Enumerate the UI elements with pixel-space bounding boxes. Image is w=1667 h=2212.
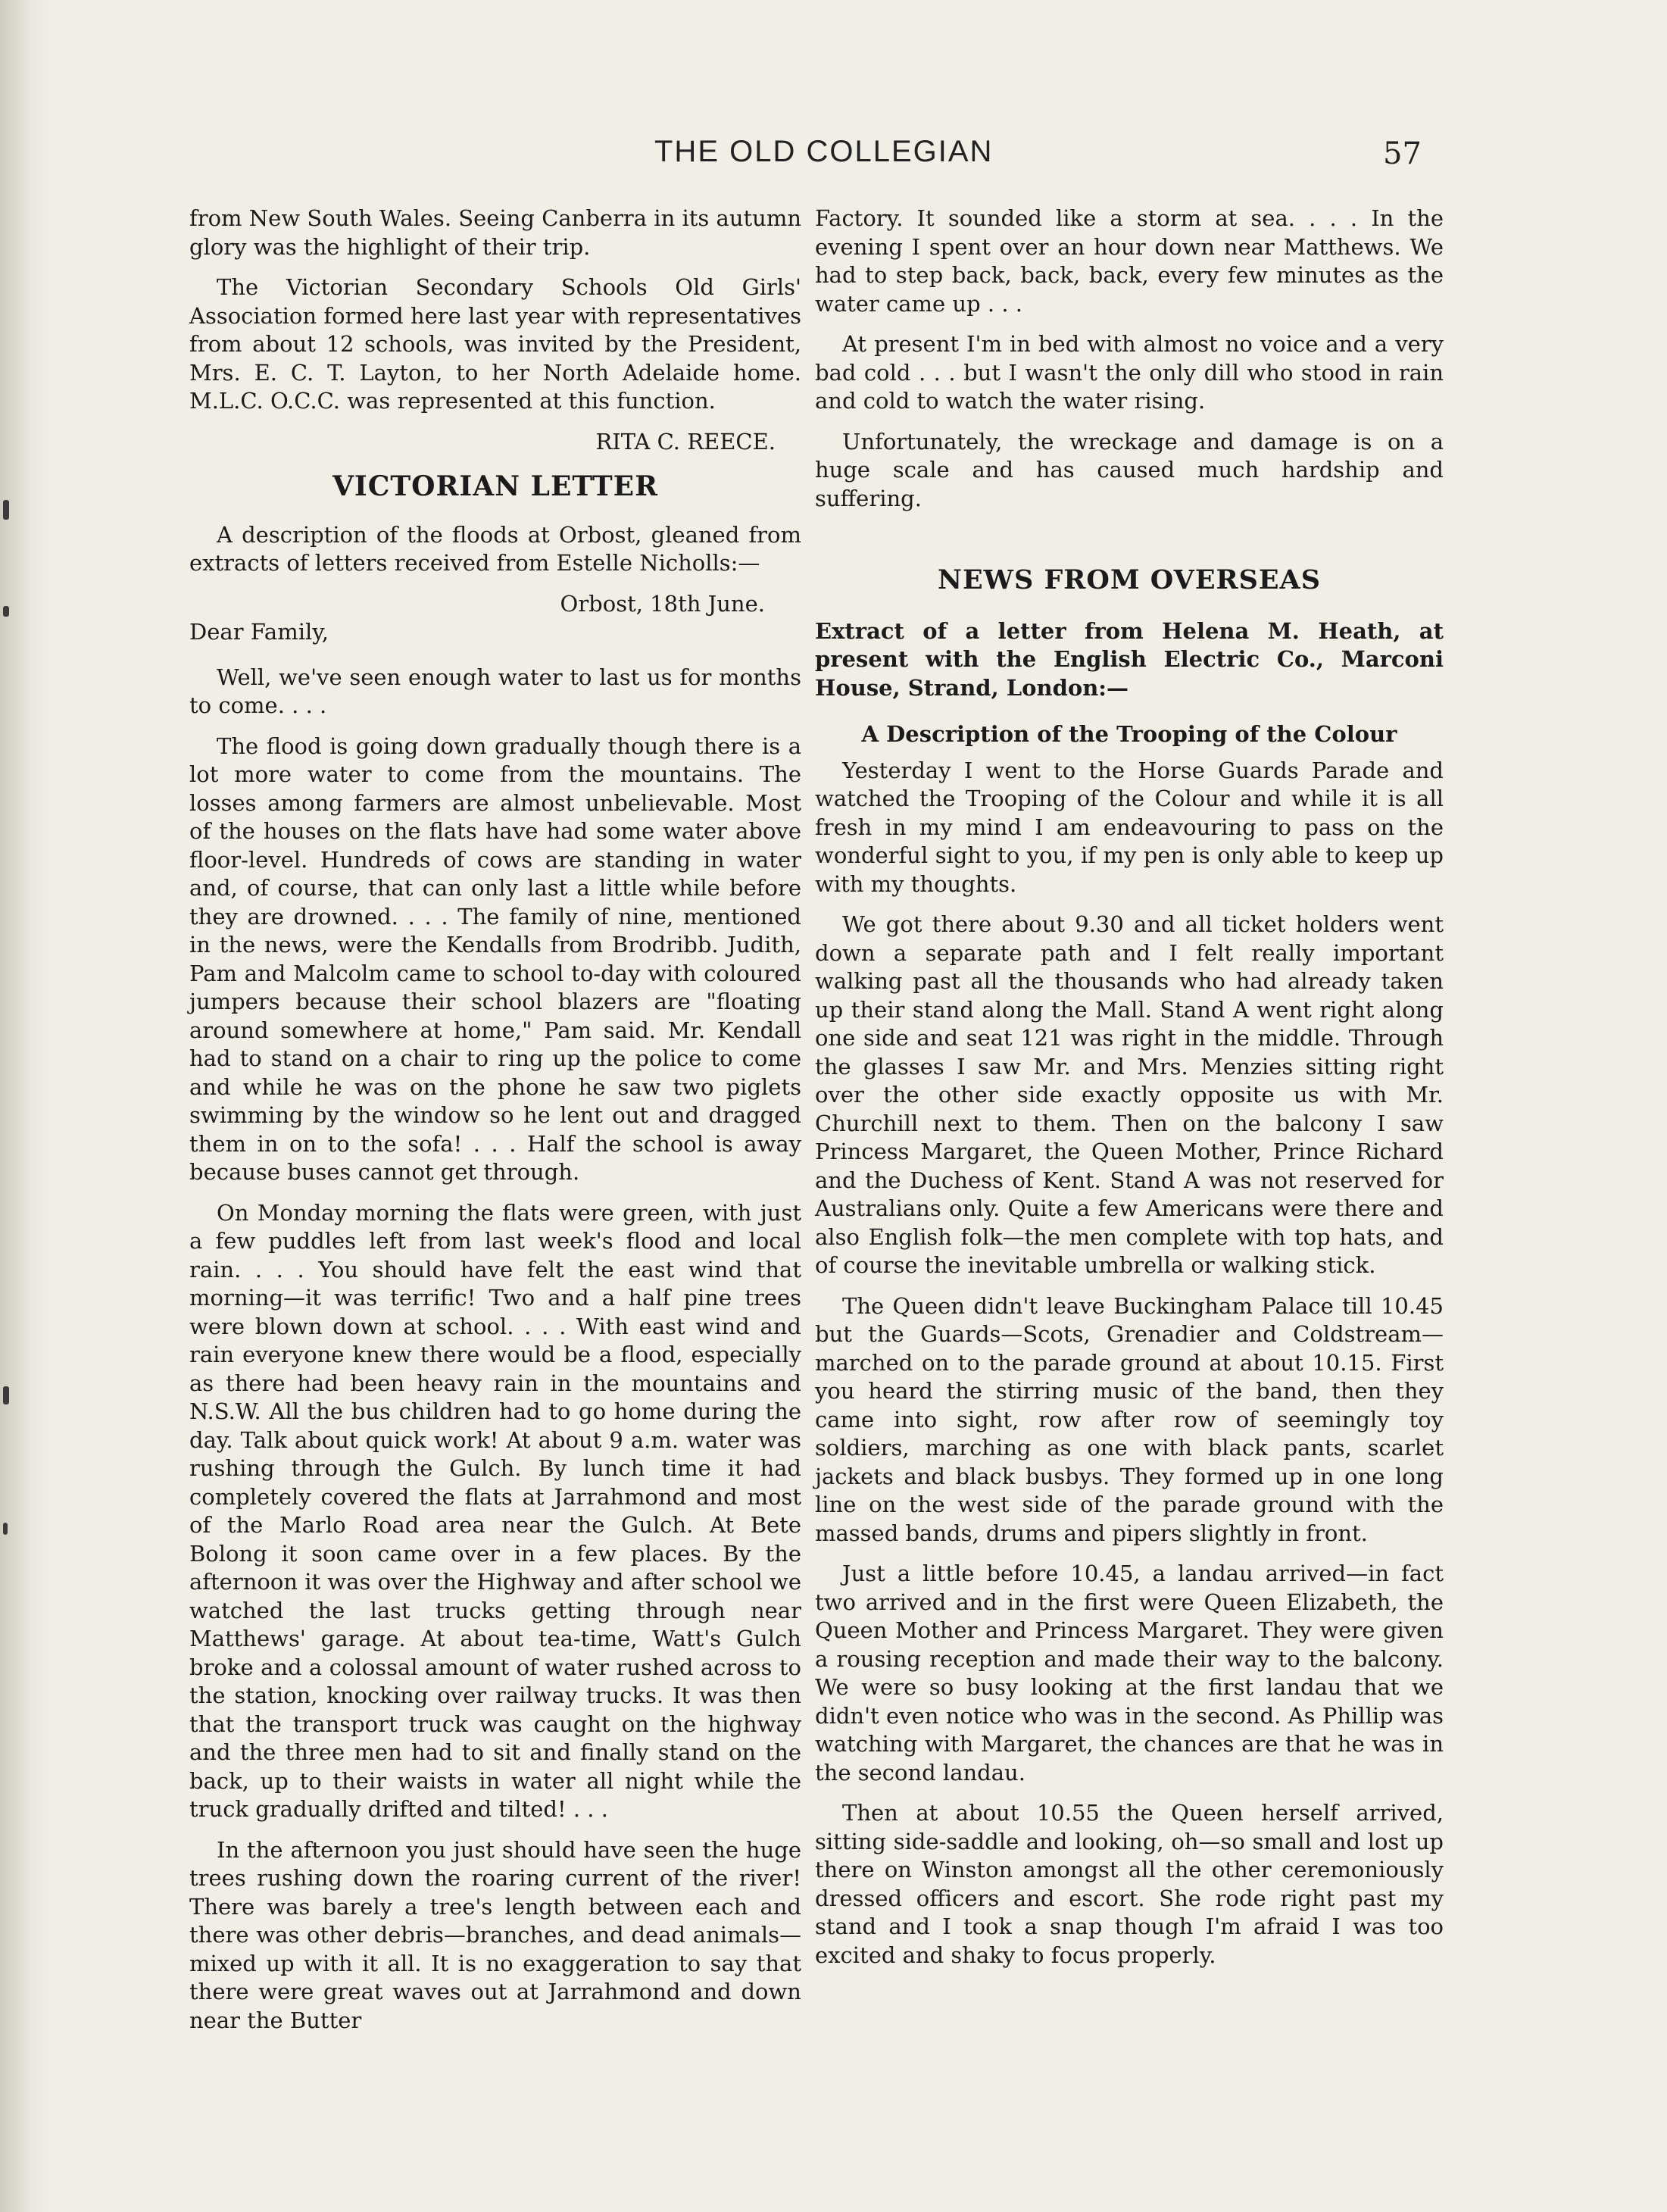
edge-mark xyxy=(3,1386,9,1404)
edge-mark xyxy=(3,1523,8,1535)
left-column xyxy=(189,205,801,2047)
publication-title: THE OLD COLLEGIAN xyxy=(654,135,994,168)
paragraph: Then at about 10.55 the Queen herself arrived, sitting side-saddle and looking, oh—so small and lost up there on Winston amongst all the other ceremoniously dressed officers and escort. She rode right past my stand and I took a snap though I'm afraid I was too excited and shaky to focus properly. xyxy=(815,1800,1444,1968)
salutation: Dear Family, xyxy=(189,619,329,645)
section-intro: Extract of a letter from Helena M. Heath, at present with the English Electric Co., Marconi House, Strand, London:— xyxy=(815,617,1444,701)
section-heading-victorian-letter: VICTORIAN LETTER xyxy=(332,470,659,502)
paragraph: The flood is going down gradually though there is a lot more water to come from the mountains. The losses among farmers are almost unbelievable. Most of the houses on the flats have had some water above floor-level. Hundreds of cows are standing in water and, of course, that can only last a little while before they are drowned. . . . The family of nine, mentioned in the news, were the Kendalls from Brodribb. Judith, Pam and Malcolm came to school to-day with coloured jumpers because their school blazers are "floating around somewhere at home," Pam said. Mr. Kendall had to stand on a chair to ring up the police to come and while he was on the phone he saw two piglets swimming by the window so he lent out and dragged them in on to the sofa! . . . Half the school is away because buses cannot get through. xyxy=(189,733,801,1185)
edge-mark xyxy=(3,500,9,520)
paragraph: Just a little before 10.45, a landau arrived—in fact two arrived and in the first were Queen Elizabeth, the Queen Mother and Princess Margaret. They were given a rousing reception and made their way to the balcony. We were so busy looking at the first landau that we didn't even notice who was in the second. As Phillip was watching with Margaret, the chances are that he was in the second landau. xyxy=(815,1561,1444,1786)
paragraph: Factory. It sounded like a storm at sea. . . . In the evening I spent over an hour down near Matthews. We had to step back, back, back, every few minutes as the water came up . . . xyxy=(815,205,1444,317)
running-header xyxy=(0,135,1667,177)
paragraph: Well, we've seen enough water to last us for months to come. . . . xyxy=(189,664,801,718)
paragraph: At present I'm in bed with almost no voice and a very bad cold . . . but I wasn't the only dill who stood in rain and cold to watch the water rising. xyxy=(815,331,1444,414)
paragraph: On Monday morning the flats were green, with just a few puddles left from last week's flood and local rain. . . . You should have felt the east wind that morning—it was terrific! Two and a half pine trees were blown down at school. . . . With east wind and rain everyone knew there would be a flood, especially as there had been heavy rain in the mountains and N.S.W. All the bus children had to go home during the day. Talk about quick work! At about 9 a.m. water was rushing through the Gulch. By lunch time it had completely covered the flats at Jarrahmond and most of the Marlo Road area near the Gulch. At Bete Bolong it soon came over in a few places. By the afternoon it was over the Highway and after school we watched the last trucks getting through near Matthews' garage. At about tea-time, Watt's Gulch broke and a colossal amount of water rushed across to the station, knocking over railway trucks. It was then that the transport truck was caught on the highway and the three men had to sit and finally stand on the back, up to their waists in water all night while the truck gradually drifted and tilted! . . . xyxy=(189,1199,801,1822)
paragraph: The Victorian Secondary Schools Old Girls' Association formed here last year with representatives from about 12 schools, was invited by the President, Mrs. E. C. T. Layton, to her North Adelaide home. M.L.C. O.C.C. was represented at this function. xyxy=(189,274,801,414)
dateline: Orbost, 18th June. xyxy=(560,590,765,617)
subheading: A Description of the Trooping of the Colour xyxy=(861,721,1397,747)
paragraph: We got there about 9.30 and all ticket holders went down a separate path and I felt really important walking past all the thousands who had already taken up their stand along the Mall. Stand A went right along one side and seat 121 was right in the middle. Through the glasses I saw Mr. and Mrs. Menzies sitting right over the other side exactly opposite us with Mr. Churchill next to them. Then on the balcony I saw Princess Margaret, the Queen Mother, Prince Richard and the Duchess of Kent. Stand A was not reserved for Australians only. Quite a few Americans were there and also English folk—the men complete with top hats, and of course the inevitable umbrella or walking stick. xyxy=(815,911,1444,1278)
section-heading-news-from-overseas: NEWS FROM OVERSEAS xyxy=(938,564,1321,595)
paragraph: Unfortunately, the wreckage and damage is on a huge scale and has caused much hardship and suffering. xyxy=(815,428,1444,511)
edge-mark xyxy=(3,606,9,617)
paragraph: Yesterday I went to the Horse Guards Parade and watched the Trooping of the Colour and while it is all fresh in my mind I am endeavouring to pass on the wonderful sight to you, if my pen is only able to keep up with my thoughts. xyxy=(815,757,1444,897)
signature: RITA C. REECE. xyxy=(595,428,776,455)
paragraph: The Queen didn't leave Buckingham Palace till 10.45 but the Guards—Scots, Grenadier and Coldstream—marched on to the parade ground at about 10.15. First you heard the stirring music of the band, then they came into sight, row after row of seemingly toy soldiers, marching as one with black pants, scarlet jackets and black busbys. They formed up in one long line on the west side of the parade ground with the massed bands, drums and pipers slightly in front. xyxy=(815,1292,1444,1546)
paragraph: from New South Wales. Seeing Canberra in its autumn glory was the highlight of their trip. xyxy=(189,205,801,260)
paragraph: In the afternoon you just should have seen the huge trees rushing down the roaring current of the river! There was barely a tree's length between each and there was other debris—branches, and dead animals—mixed up with it all. It is no exaggeration to say that there were great waves out at Jarrahmond and down near the Butter xyxy=(189,1836,801,2033)
page-binding-shadow xyxy=(0,0,53,2212)
section-intro: A description of the floods at Orbost, gleaned from extracts of letters received from Estelle Nicholls:— xyxy=(189,521,801,576)
right-column xyxy=(815,205,1444,1982)
page-number: 57 xyxy=(1383,136,1422,171)
